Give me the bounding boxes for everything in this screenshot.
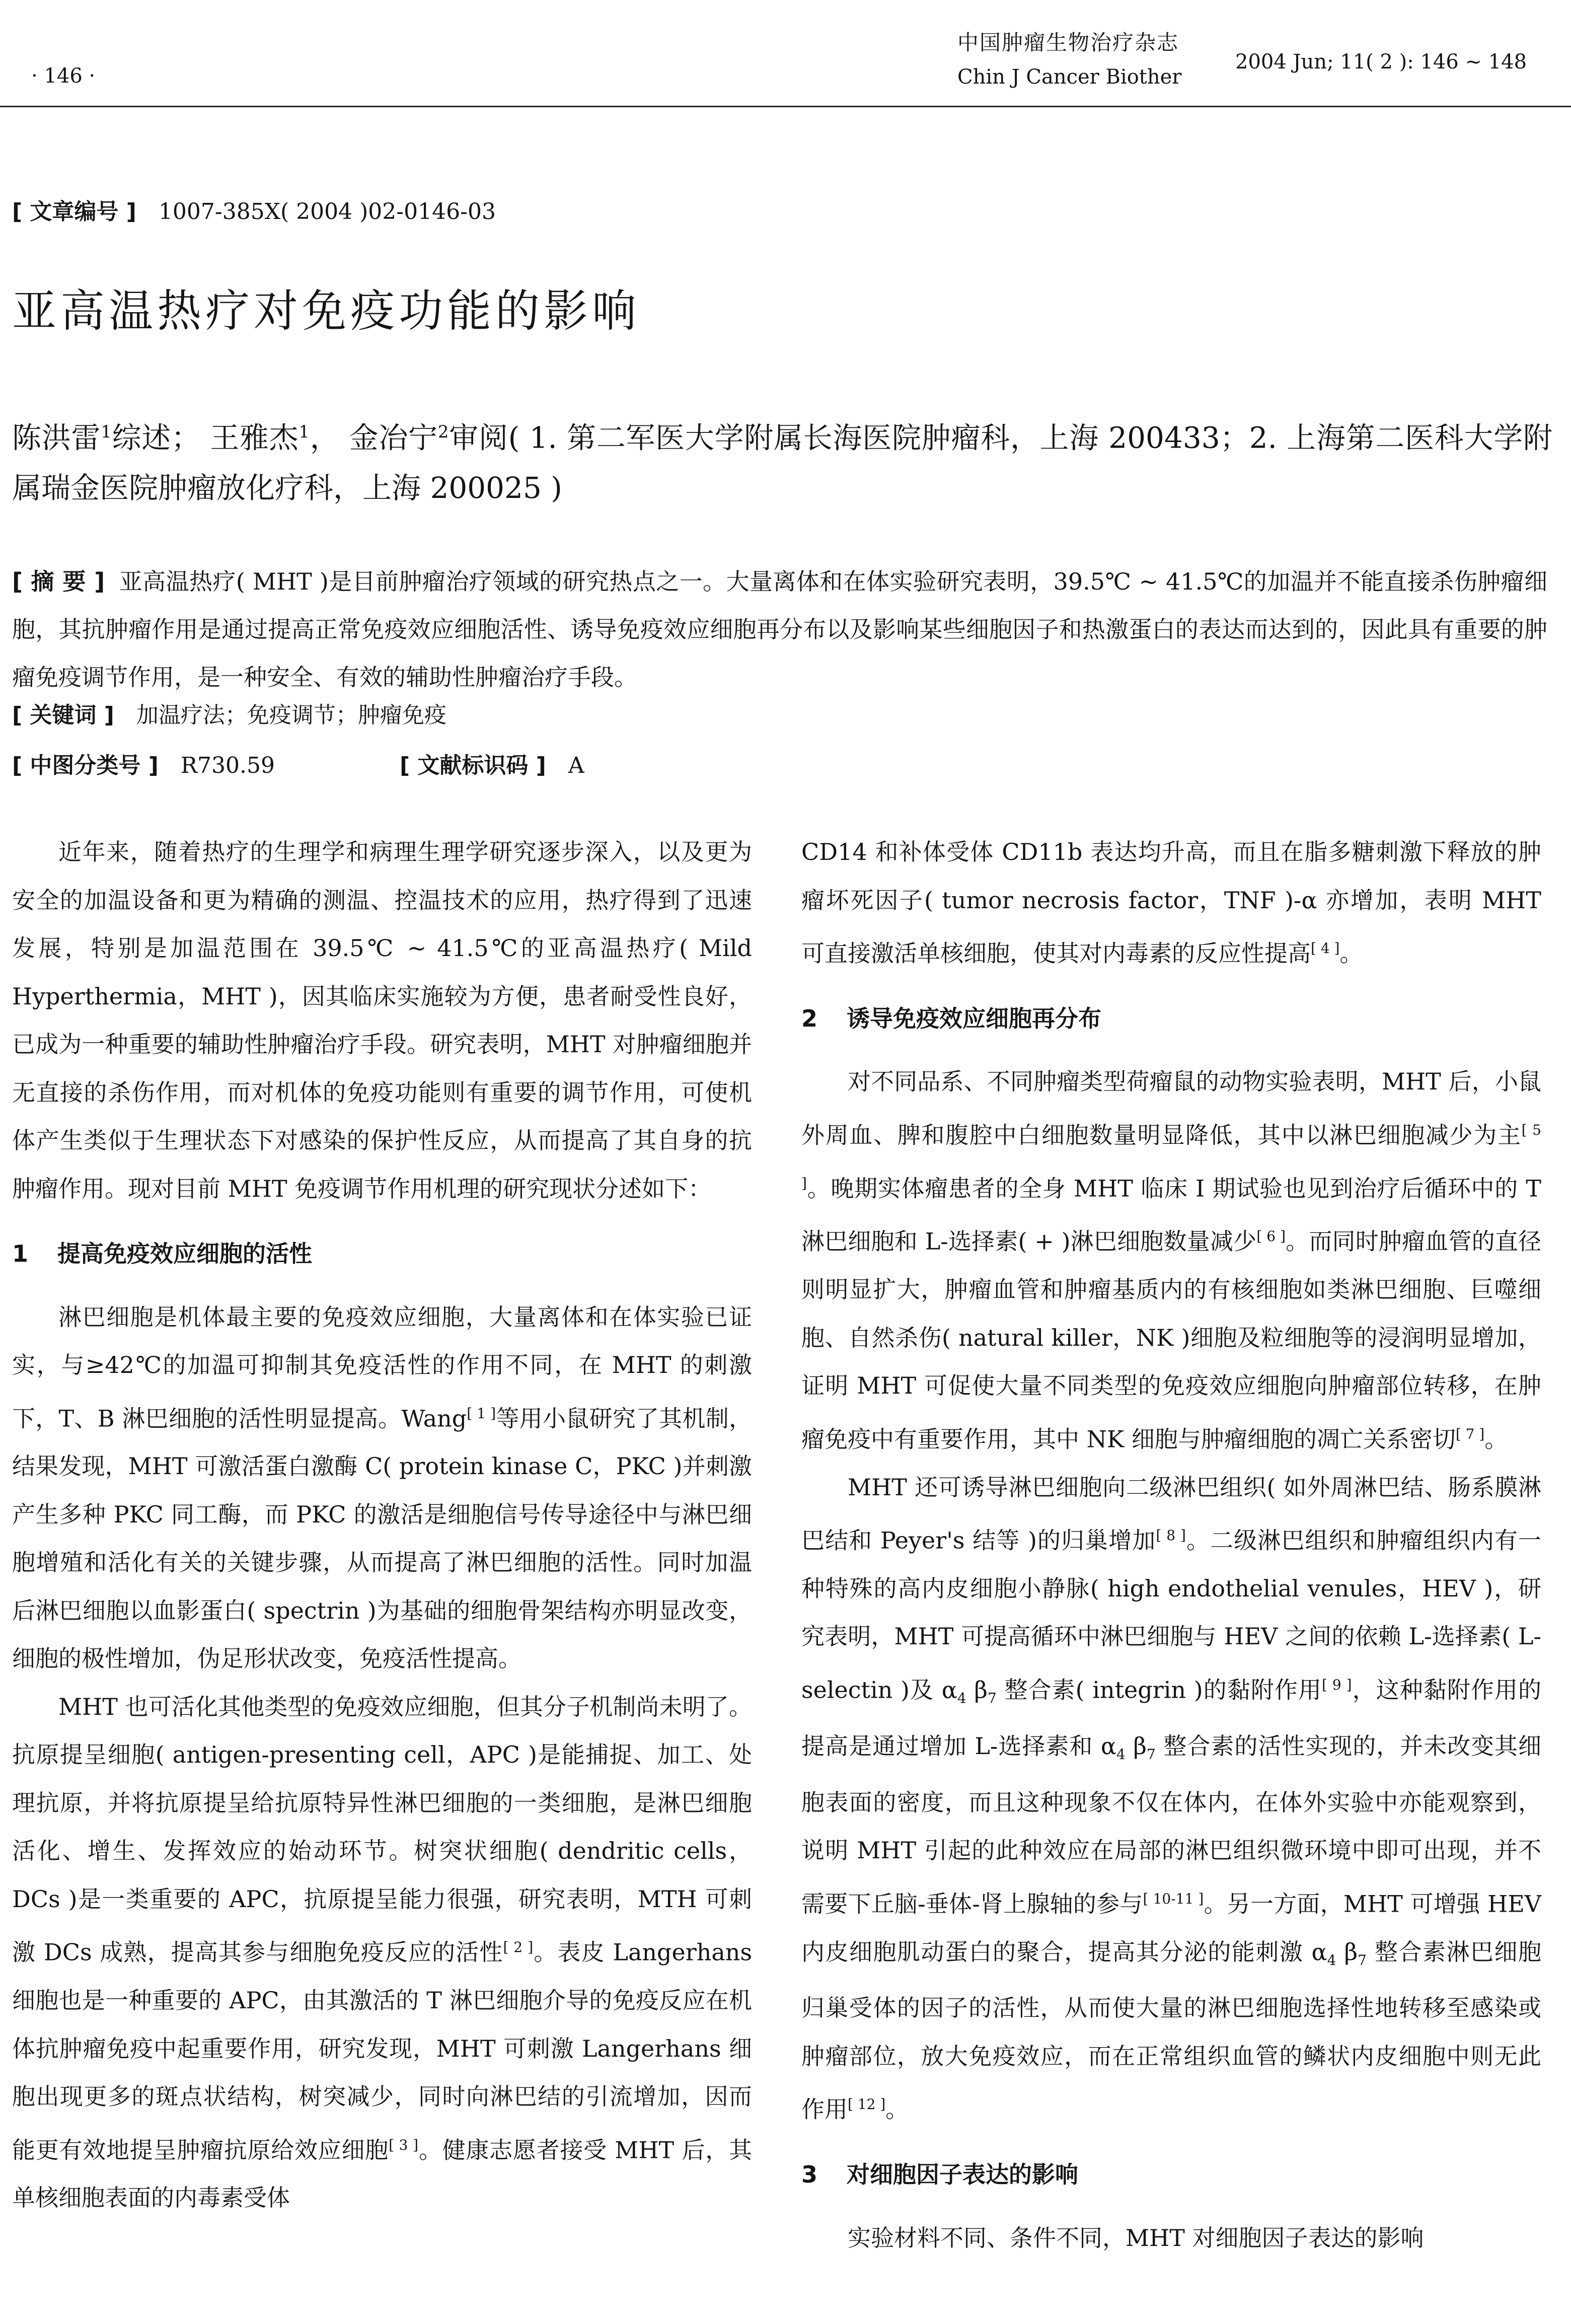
section-heading-3 xyxy=(801,2151,1541,2199)
citation-ref[interactable]: [ 12 ] xyxy=(848,2096,886,2113)
citation-ref[interactable]: [ 10-11 ] xyxy=(1143,1890,1204,1907)
document-code-label: [ 文献标识码 ] xyxy=(399,753,546,778)
author-separator: ， xyxy=(310,420,340,455)
classification-value: R730.59 xyxy=(180,753,275,778)
journal-header xyxy=(957,26,1541,102)
keywords-label: [ 关键词 ] xyxy=(12,702,114,728)
article-number-line xyxy=(12,193,496,226)
abstract-label: [ 摘 要 ] xyxy=(12,568,105,595)
citation-ref[interactable]: [ 5 ] xyxy=(801,1121,1541,1192)
section-number: 1 xyxy=(12,1240,29,1267)
header-divider xyxy=(0,106,1571,107)
section-heading-2 xyxy=(801,995,1541,1043)
abstract-text: 亚高温热疗( MHT )是目前肿瘤治疗领域的研究热点之一。大量离体和在体实验研究表明，39.5℃ ~ 41.5℃的加温并不能直接杀伤肿瘤细胞，其抗肿瘤作用是通过提高正常免疫效应细胞活性、诱导免疫效应细胞再分布以及影响某些细胞因子和热激蛋白的表达而达到的，因此具有重要的肿瘤免疫调节作用，是一种安全、有效的辅助性肿瘤治疗手段。 xyxy=(12,568,1547,691)
author-line xyxy=(12,407,1552,513)
classification-line xyxy=(12,747,584,779)
article-number-label: [ 文章编号 ] xyxy=(12,199,136,225)
author-role: 综述； xyxy=(111,420,201,455)
section-title: 诱导免疫效应细胞再分布 xyxy=(847,1004,1101,1032)
author-affil-mark: 1 xyxy=(101,422,112,442)
body-paragraph: MHT 也可活化其他类型的免疫效应细胞，但其分子机制尚未明了。抗原提呈细胞( antigen-presenting cell，APC )是能捕捉、加工、处理抗原，并将抗原提呈给抗原特异性淋巴细胞的一类细胞，是淋巴细胞活化、增生、发挥效应的始动环节。树突状细胞( dendritic cells，DCs )是一类重要的 APC，抗原提呈能力很强，研究表明，MTH 可刺激 DCs 成熟，提高其参与细胞免疫反应的活性[ 2 ]。表皮 Langerhans 细胞也是一种重要的 APC，由其激活的 T 淋巴细胞介导的免疫反应在机体抗肿瘤免疫中起重要作用，研究发现，MHT 可刺激 Langerhans 细胞出现更多的斑点状结构，树突减少，同时向淋巴结的引流增加，因而能更有效地提呈肿瘤抗原给效应细胞[ 3 ]。健康志愿者接受 MHT 后，其单核细胞表面的内毒素受体 xyxy=(12,1693,753,2212)
section-title: 提高免疫效应细胞的活性 xyxy=(57,1240,312,1267)
journal-title-en: Chin J Cancer Biother xyxy=(957,65,1182,89)
author-role: 审阅 xyxy=(448,420,508,455)
body-paragraph: 近年来，随着热疗的生理学和病理生理学研究逐步深入，以及更为安全的加温设备和更为精确的测温、控温技术的应用，热疗得到了迅速发展，特别是加温范围在 39.5℃ ~ 41.5℃的亚高温热疗( Mild Hyperthermia，MHT )，因其临床实施较为方便，患者耐受性良好，已成为一种重要的辅助性肿瘤治疗手段。研究表明，MHT 对肿瘤细胞并无直接的杀伤作用，而对机体的免疫功能则有重要的调节作用，可使机体产生类似于生理状态下对感染的保护性反应，从而提高了其自身的抗肿瘤作用。现对目前 MHT 免疫调节作用机理的研究现状分述如下： xyxy=(12,838,752,1202)
article-title: 亚高温热疗对免疫功能的影响 xyxy=(12,285,641,337)
author-name: 金冶宁 xyxy=(349,420,438,455)
article-number-value: 1007-385X( 2004 )02-0146-03 xyxy=(158,199,496,225)
body-paragraph: 对不同品系、不同肿瘤类型荷瘤鼠的动物实验表明，MHT 后，小鼠外周血、脾和腹腔中白细胞数量明显降低，其中以淋巴细胞减少为主[ 5 ]。晚期实体瘤患者的全身 MHT 临床 I 期试验也见到治疗后循环中的 T 淋巴细胞和 L-选择素( + )淋巴细胞数量减少[ 6 ]。而同时肿瘤血管的直径则明显扩大，肿瘤血管和肿瘤基质内的有核细胞如类淋巴细胞、巨噬细胞、自然杀伤( natural killer，NK )细胞及粒细胞等的浸润明显增加，证明 MHT 可促使大量不同类型的免疫效应细胞向肿瘤部位转移，在肿瘤免疫中有重要作用，其中 NK 细胞与肿瘤细胞的凋亡关系密切[ 7 ]。 xyxy=(801,1068,1541,1453)
citation-ref[interactable]: [ 6 ] xyxy=(1256,1228,1286,1245)
section-number: 2 xyxy=(801,1004,818,1032)
section-title: 对细胞因子表达的影响 xyxy=(847,2161,1078,2189)
body-left-column xyxy=(12,828,752,2222)
citation-ref[interactable]: [ 4 ] xyxy=(1311,940,1340,957)
section-heading-1 xyxy=(12,1230,752,1278)
journal-title-cn: 中国肿瘤生物治疗杂志 xyxy=(957,30,1179,55)
citation-ref[interactable]: [ 9 ] xyxy=(1322,1676,1352,1693)
author-affil-mark: 1 xyxy=(298,422,310,442)
body-paragraph: 实验材料不同、条件不同，MHT 对细胞因子表达的影响 xyxy=(848,2224,1424,2252)
author-name: 陈洪雷 xyxy=(12,420,101,455)
document-code-value: A xyxy=(568,753,584,778)
section-number: 3 xyxy=(801,2161,818,2189)
journal-issue: 2004 Jun; 11( 2 ): 146 ~ 148 xyxy=(1235,50,1527,74)
citation-ref[interactable]: [ 2 ] xyxy=(503,1939,534,1956)
citation-ref[interactable]: [ 1 ] xyxy=(467,1405,496,1422)
page-number: · 146 · xyxy=(31,64,96,88)
author-affiliations: ( 1. 第二军医大学附属长海医院肿瘤科，上海 200433；2. 上海第二医科大学附属瑞金医院肿瘤放化疗科，上海 200025 ) xyxy=(12,420,1552,505)
citation-ref[interactable]: [ 3 ] xyxy=(389,2136,419,2153)
classification-label: [ 中图分类号 ] xyxy=(12,753,159,778)
keywords-line xyxy=(12,697,446,729)
body-paragraph: MHT 还可诱导淋巴细胞向二级淋巴组织( 如外周淋巴结、肠系膜淋巴结和 Peyer's 结等 )的归巢增加[ 8 ]。二级淋巴组织和肿瘤组织内有一种特殊的高内皮细胞小静脉( high endothelial venules，HEV )，研究表明，MHT 可提高循环中淋巴细胞与 HEV 之间的依赖 L-选择素( L-selectin )及 $\alpha_4$ $\beta_7$ 整合素( integrin )的黏附作用[ 9 ]，这种黏附作用的提高是通过增加 L-选择素和 $\alpha_4$ $\beta_7$ 整合素的活性实现的，并未改变其细胞表面的密度，而且这种现象不仅在体内，在体外实验中亦能观察到，说明 MHT 引起的此种效应在局部的淋巴组织微环境中即可出现，并不需要下丘脑-垂体-肾上腺轴的参与[ 10-11 ]。另一方面，MHT 可增强 HEV 内皮细胞肌动蛋白的聚合，提高其分泌的能刺激 $\alpha_4$ $\beta_7$ 整合素淋巴细胞归巢受体的因子的活性，从而使大量的淋巴细胞选择性地转移至感染或肿瘤部位，放大免疫效应，而在正常组织血管的鳞状内皮细胞中则无此作用[ 12 ]。 xyxy=(801,1473,1542,2123)
body-right-column xyxy=(801,828,1541,2262)
author-name: 王雅杰 xyxy=(210,420,299,455)
abstract xyxy=(12,558,1547,701)
keywords-text: 加温疗法；免疫调节；肿瘤免疫 xyxy=(136,702,446,728)
author-affil-mark: 2 xyxy=(437,422,449,442)
citation-ref[interactable]: [ 8 ] xyxy=(1156,1527,1186,1544)
citation-ref[interactable]: [ 7 ] xyxy=(1455,1425,1485,1442)
body-paragraph: CD14 和补体受体 CD11b 表达均升高，而且在脂多糖刺激下释放的肿瘤坏死因子( tumor necrosis factor，TNF )-α 亦增加，表明 MHT 可直接激活单核细胞，使其对内毒素的反应性提高[ 4 ]。 xyxy=(801,838,1541,967)
body-paragraph: 淋巴细胞是机体最主要的免疫效应细胞，大量离体和在体实验已证实，与≥42℃的加温可抑制其免疫活性的作用不同，在 MHT 的刺激下，T、B 淋巴细胞的活性明显提高。Wang[ 1 ]等用小鼠研究了其机制，结果发现，MHT 可激活蛋白激酶 C( protein kinase C，PKC )并刺激产生多种 PKC 同工酶，而 PKC 的激活是细胞信号传导途径中与淋巴细胞增殖和活化有关的关键步骤，从而提高了淋巴细胞的活性。同时加温后淋巴细胞以血影蛋白( spectrin )为基础的细胞骨架结构亦明显改变，细胞的极性增加，伪足形状改变，免疫活性提高。 xyxy=(12,1303,753,1673)
